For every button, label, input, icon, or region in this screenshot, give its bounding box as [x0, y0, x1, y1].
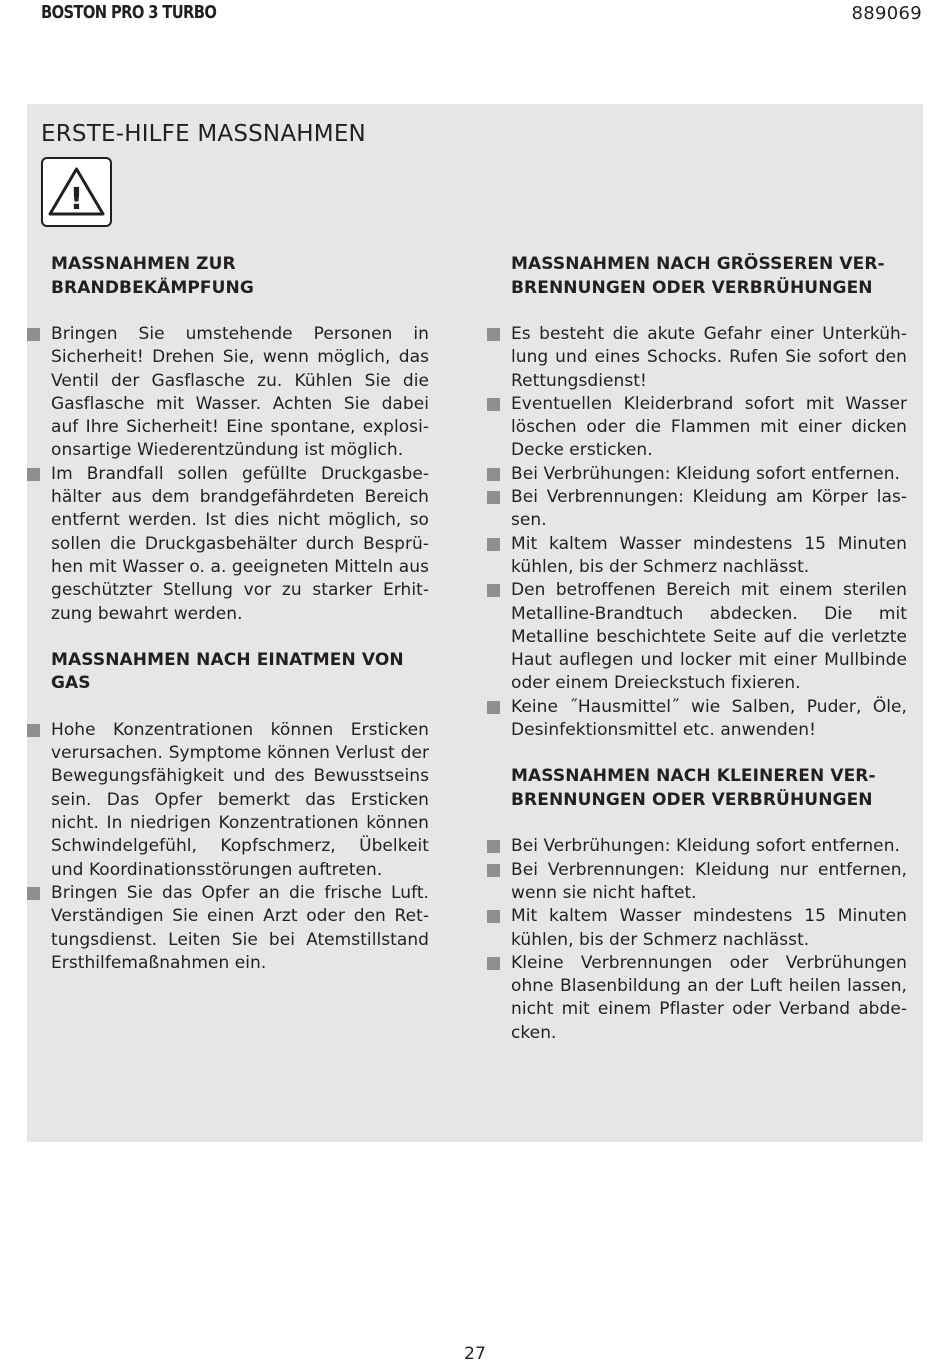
- square-bullet-icon: [487, 864, 500, 877]
- list-item: [511, 533, 907, 580]
- list-item-text: Bringen Sie das Opfer an die frische Luft. Verständigen Sie einen Arzt oder den Rettungsdienst. Leiten Sie bei Atemstillstand Ersthilfemaßnahmen ein.: [51, 882, 429, 973]
- list-item-text: Bei Verbrennungen: Kleidung am Körper lassen.: [511, 487, 907, 531]
- list-item: [511, 696, 907, 743]
- list-item: [51, 719, 429, 882]
- section-heading: MASSNAHMEN NACH KLEINEREN VERBRENNUNGEN ODER VERBRÜHUNGEN: [511, 766, 876, 810]
- square-bullet-icon: [487, 398, 500, 411]
- section-heading: MASSNAHMEN ZUR BRANDBEKÄMPFUNG: [51, 254, 254, 298]
- section-heading: MASSNAHMEN NACH GRÖSSEREN VERBRENNUNGEN ODER VERBRÜHUNGEN: [511, 254, 885, 298]
- section-heading: MASSNAHMEN NACH EINATMEN VON GAS: [51, 649, 404, 694]
- svg-text:!: !: [69, 182, 84, 217]
- list-item-text: Bei Verbrühungen: Kleidung sofort entfernen.: [511, 463, 900, 484]
- square-bullet-icon: [487, 584, 500, 597]
- list-item-text: Mit kaltem Wasser mindestens 15 Minuten kühlen, bis der Schmerz nachlässt.: [511, 906, 907, 950]
- list-item-text: Bringen Sie umstehende Personen in Sicherheit! Drehen Sie, wenn möglich, das Ventil der Gasflasche zu. Kühlen Sie die Gasflasche mit Wasser. Achten Sie dabei auf Ihre Sicherheit! Eine spontane, explosionsartige Wiederentzündung ist möglich.: [51, 324, 429, 461]
- square-bullet-icon: [27, 328, 40, 341]
- list-item: [51, 463, 429, 626]
- list-item-text: Bei Verbrennungen: Kleidung nur entfernen, wenn sie nicht haftet.: [511, 859, 907, 903]
- square-bullet-icon: [27, 468, 40, 481]
- list-item: [511, 579, 907, 695]
- list-item: [51, 323, 429, 463]
- square-bullet-icon: [27, 887, 40, 900]
- bullet-list: [511, 323, 907, 742]
- list-item: [511, 463, 907, 486]
- list-item-text: Kleine Verbrennungen oder Verbrühungen ohne Blasenbildung an der Luft heilen lassen, nicht mit einem Pflaster oder Verband abdecken.: [511, 952, 907, 1043]
- square-bullet-icon: [487, 910, 500, 923]
- square-bullet-icon: [487, 957, 500, 970]
- article-number: 889069: [851, 3, 922, 24]
- list-item: [511, 835, 907, 858]
- square-bullet-icon: [487, 468, 500, 481]
- bullet-list: [51, 323, 429, 626]
- list-item: [511, 486, 907, 533]
- right-column: [511, 253, 907, 1045]
- square-bullet-icon: [487, 491, 500, 504]
- list-item: [511, 952, 907, 1045]
- list-item-text: Bei Verbrühungen: Kleidung sofort entfernen.: [511, 836, 900, 857]
- square-bullet-icon: [487, 538, 500, 551]
- product-name: BOSTON PRO 3 TURBO: [41, 2, 217, 23]
- list-item-text: Es besteht die akute Gefahr einer Unterkühlung und eines Schocks. Rufen Sie sofort den Rettungsdienst!: [511, 324, 907, 391]
- page-number: 27: [464, 1344, 486, 1364]
- list-item: [511, 393, 907, 463]
- list-item-text: Mit kaltem Wasser mindestens 15 Minuten kühlen, bis der Schmerz nachlässt.: [511, 533, 907, 577]
- list-item-text: Keine ˝Hausmittel˝ wie Salben, Puder, Öle, Desinfektionsmittel etc. anwenden!: [511, 696, 907, 741]
- list-item: [51, 882, 429, 975]
- square-bullet-icon: [487, 701, 500, 714]
- section-title: ERSTE-HILFE MASSNAHMEN: [41, 121, 366, 147]
- square-bullet-icon: [27, 724, 40, 737]
- bullet-list: [51, 719, 429, 975]
- list-item-text: Hohe Konzentrationen können Ersticken verursachen. Symptome können Verlust der Bewegungsfähigkeit und des Bewusstseins sein. Das Opfer bemerkt das Ersticken nicht. In niedrigen Konzentrationen können Schwindelgefühl, Kopfschmerz, Übelkeit und Koordinationsstörungen auftreten.: [51, 719, 429, 880]
- bullet-list: [511, 835, 907, 1045]
- list-item: [511, 859, 907, 906]
- list-item-text: Den betroffenen Bereich mit einem sterilen Metalline-Brandtuch abdecken. Die mit Metalline beschichtete Seite auf die verletzte Haut auflegen und locker mit einer Mullbinde oder einem Dreieckstuch fixieren.: [511, 580, 907, 694]
- list-item: [511, 323, 907, 393]
- warning-icon: [41, 157, 112, 227]
- square-bullet-icon: [487, 840, 500, 853]
- list-item: [511, 905, 907, 952]
- square-bullet-icon: [487, 328, 500, 341]
- list-item-text: Eventuellen Kleiderbrand sofort mit Wasser löschen oder die Flammen mit einer dicken Decke ersticken.: [511, 393, 907, 461]
- list-item-text: Im Brandfall sollen gefüllte Druckgasbehälter aus dem brandgefährdeten Bereich entfernt werden. Ist dies nicht möglich, so sollen die Druckgasbehälter durch Besprühen mit Wasser o. a. geeigneten Mitteln aus geschützter Stellung vor zu starker Erhitzung bewahrt werden.: [51, 463, 429, 624]
- left-column: [51, 253, 429, 975]
